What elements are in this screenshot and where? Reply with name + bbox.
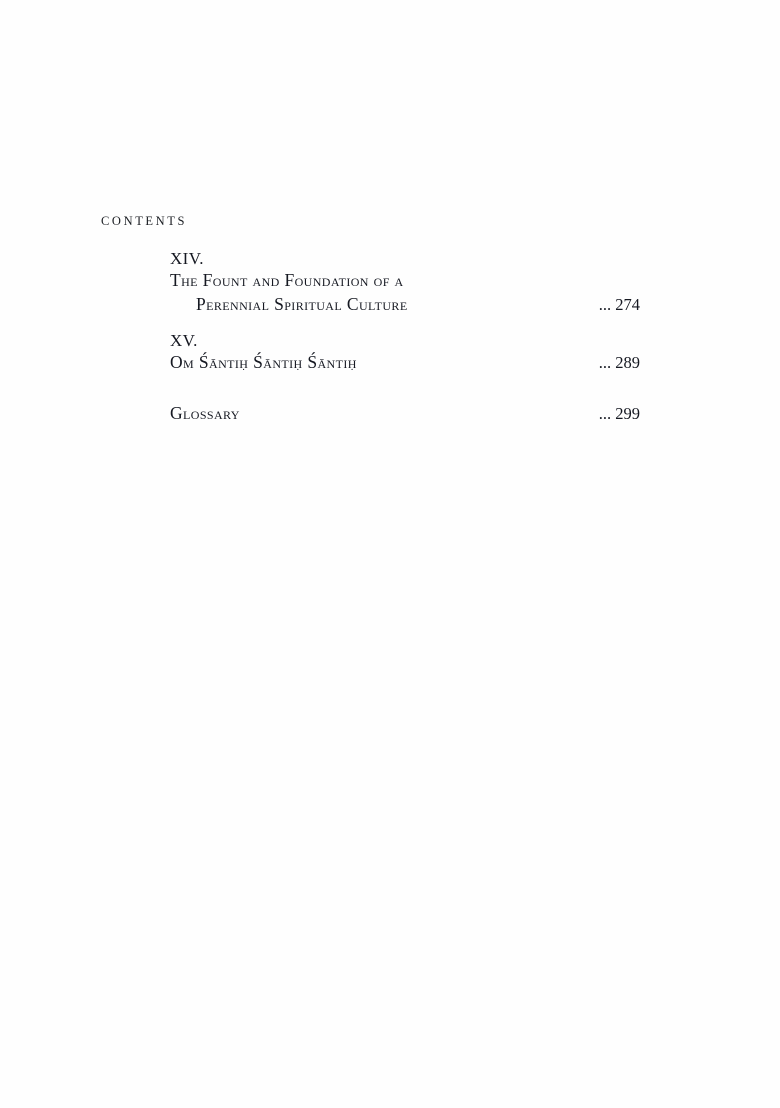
toc-entry-page: ... 299: [598, 403, 640, 423]
toc-entry: [170, 402, 640, 425]
toc-entry-title: Om Śāntiḥ Śāntiḥ Śāntiḥ: [170, 352, 357, 372]
toc-entry-page: ... 289: [598, 353, 640, 372]
table-of-contents: [170, 248, 640, 436]
toc-entry-title: Perennial Spiritual Culture: [196, 294, 408, 314]
toc-entry: [170, 248, 640, 316]
toc-entry-title: Glossary: [170, 402, 240, 423]
toc-entry-line[interactable]: [170, 402, 640, 425]
toc-entry-numeral: XIV.: [170, 249, 204, 268]
toc-entry-line[interactable]: [170, 269, 640, 292]
toc-entry-line[interactable]: [170, 293, 640, 316]
toc-entry-line[interactable]: [170, 351, 640, 374]
toc-entry-title: The Fount and Foundation of a: [170, 270, 404, 291]
toc-entry: [170, 330, 640, 374]
running-head: CONTENTS: [101, 214, 188, 228]
toc-entry-page: ... 274: [598, 295, 640, 314]
toc-entry-numeral: XV.: [170, 330, 198, 350]
